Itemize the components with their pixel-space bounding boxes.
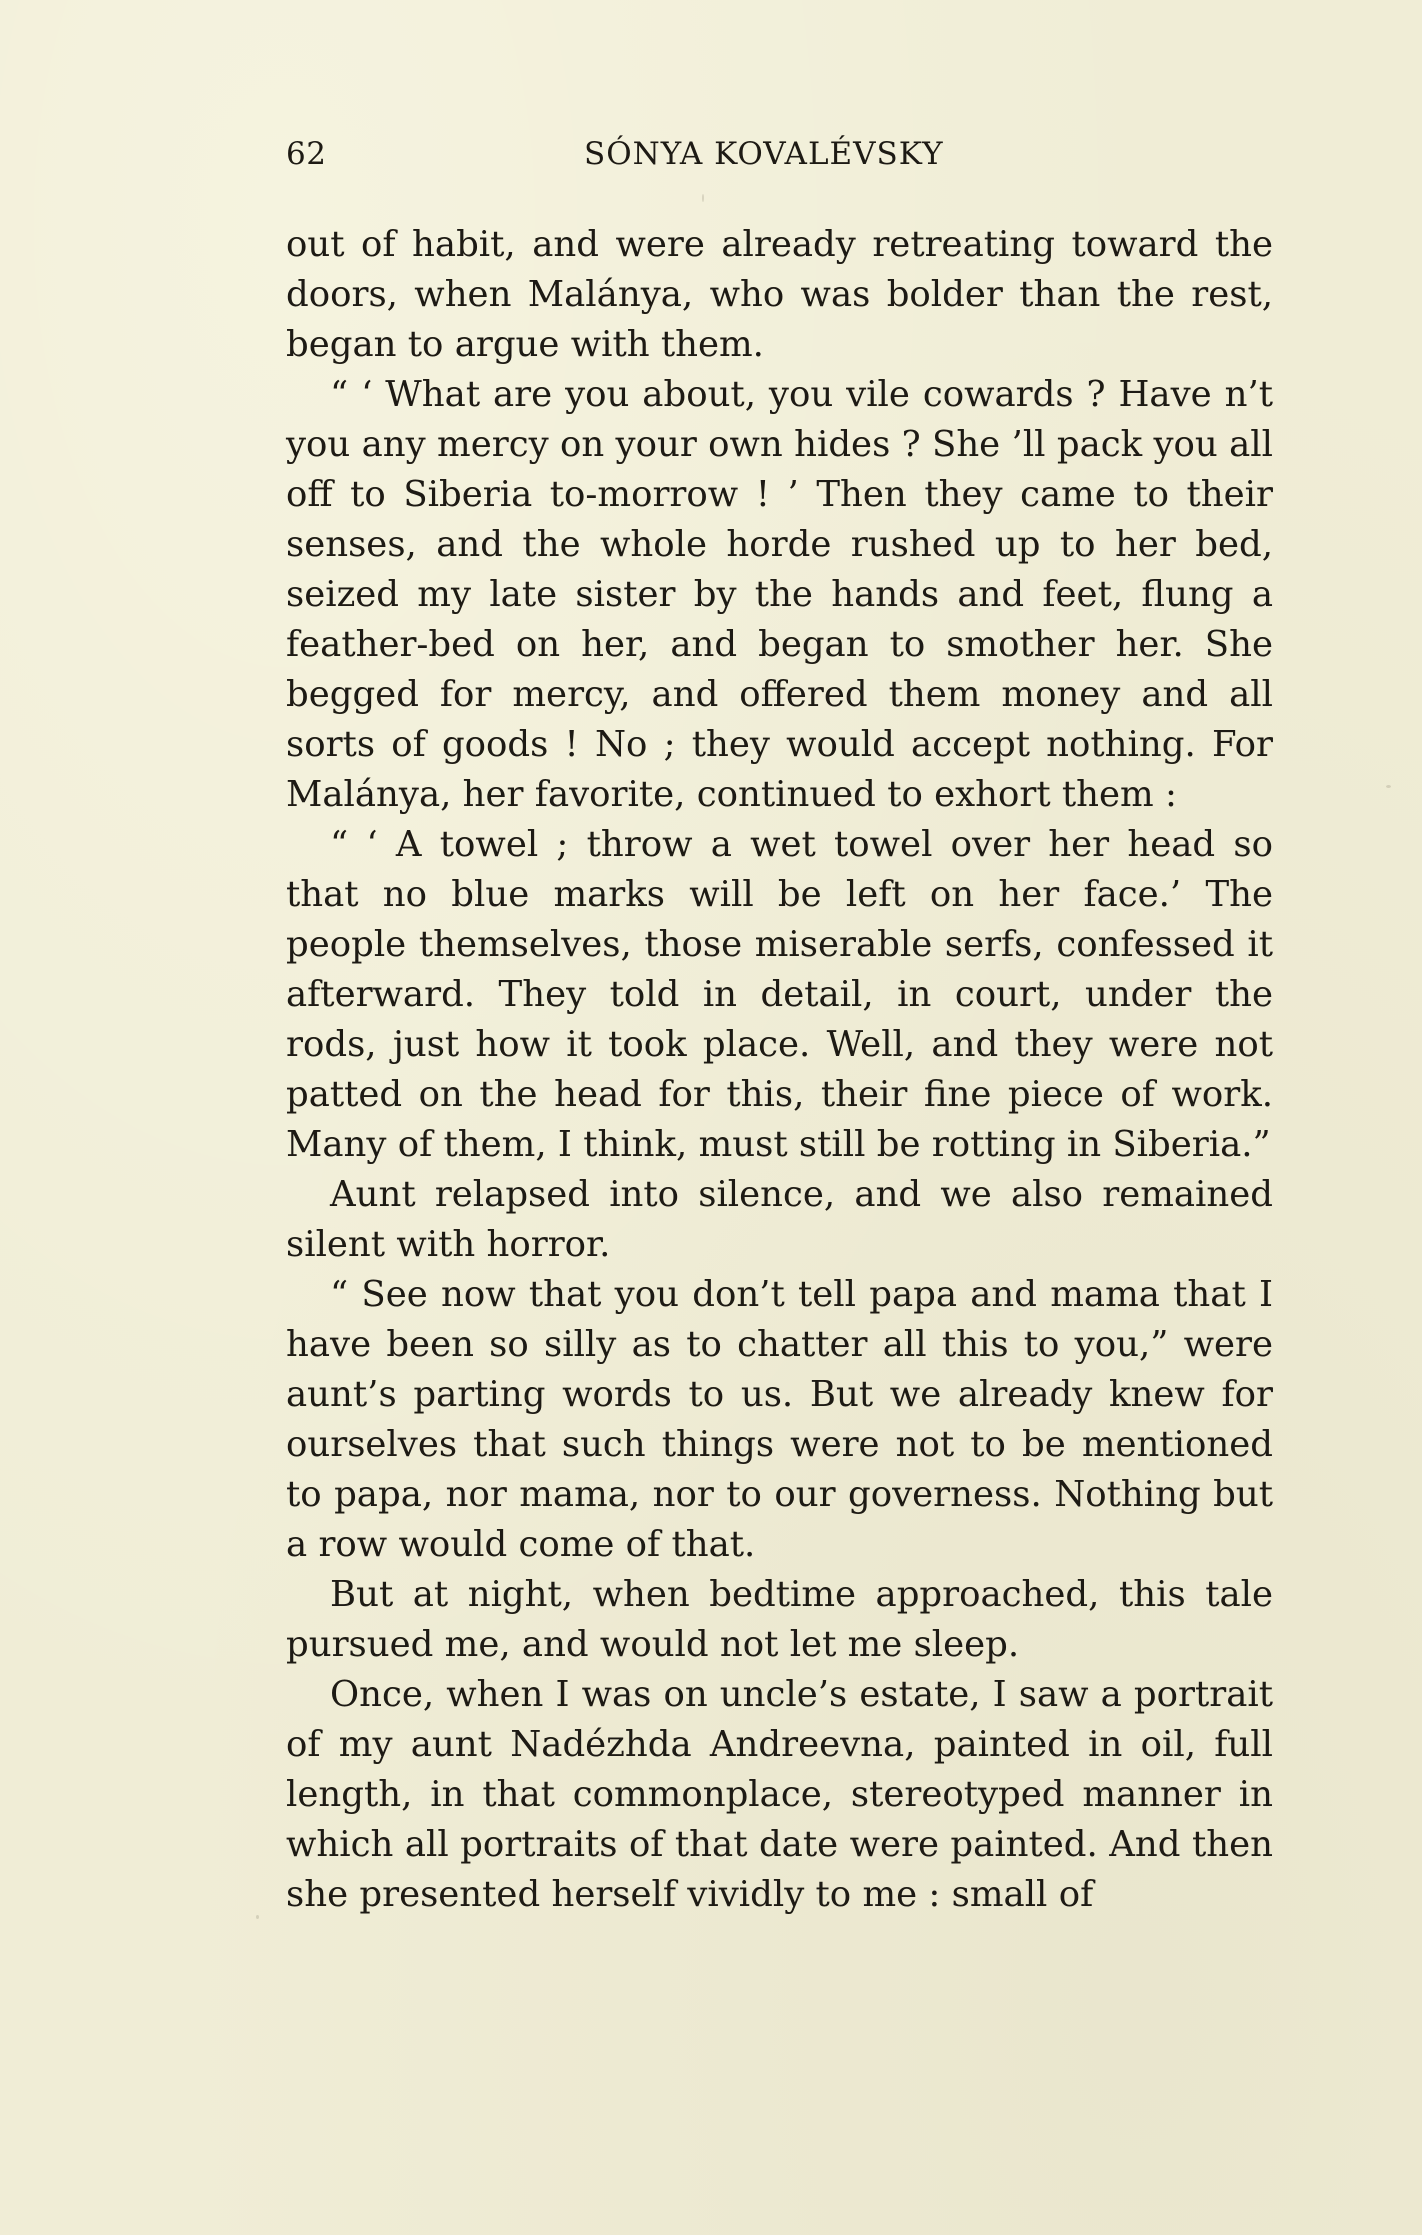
page-header [286,136,976,180]
paragraph-4: Aunt relapsed into silence, and we also remained silent with horror. [286,1174,1273,1265]
body-text [286,220,1273,1920]
running-head: SÓNYA KOVALÉVSKY [584,136,944,172]
page-number: 62 [286,136,327,172]
paragraph-7: Once, when I was on uncle’s estate, I saw a portrait of my aunt Nadézhda Andreevna, painted in oil, full length, in that commonplace, stereotyped manner in which all portraits of that date were painted. And then she presented herself vividly to me : small of [286,1674,1273,1915]
paragraph-6: But at night, when bedtime approached, this tale pursued me, and would not let me sleep. [286,1574,1273,1665]
paper-speck [256,1915,259,1919]
paragraph-5: “ See now that you don’t tell papa and mama that I have been so silly as to chatter all this to you,” were aunt’s parting words to us. But we already knew for ourselves that such things were not to be mentioned to papa, nor mama, nor to our governess. Nothing but a row would come of that. [286,1274,1273,1565]
paragraph-2: “ ‘ What are you about, you vile cowards ? Have n’t you any mercy on your own hides ? She ’ll pack you all off to Siberia to-morrow ! ’ Then they came to their senses, and the whole horde rushed up to her bed, seized my late sister by the hands and feet, flung a feather-bed on her, and began to smother her. She begged for mercy, and offered them money and all sorts of goods ! No ; they would accept nothing. For Malánya, her favorite, continued to exhort them : [286,374,1273,815]
paper-speck [702,194,704,202]
paragraph-3: “ ‘ A towel ; throw a wet towel over her head so that no blue marks will be left on her face.’ The people themselves, those miserable serfs, confessed it afterward. They told in detail, in court, under the rods, just how it took place. Well, and they were not patted on the head for this, their fine piece of work. Many of them, I think, must still be rotting in Siberia.” [286,824,1273,1165]
paper-speck [1386,785,1391,788]
paragraph-1: out of habit, and were already retreating toward the doors, when Malánya, who was bolder than the rest, began to argue with them. [286,224,1273,365]
